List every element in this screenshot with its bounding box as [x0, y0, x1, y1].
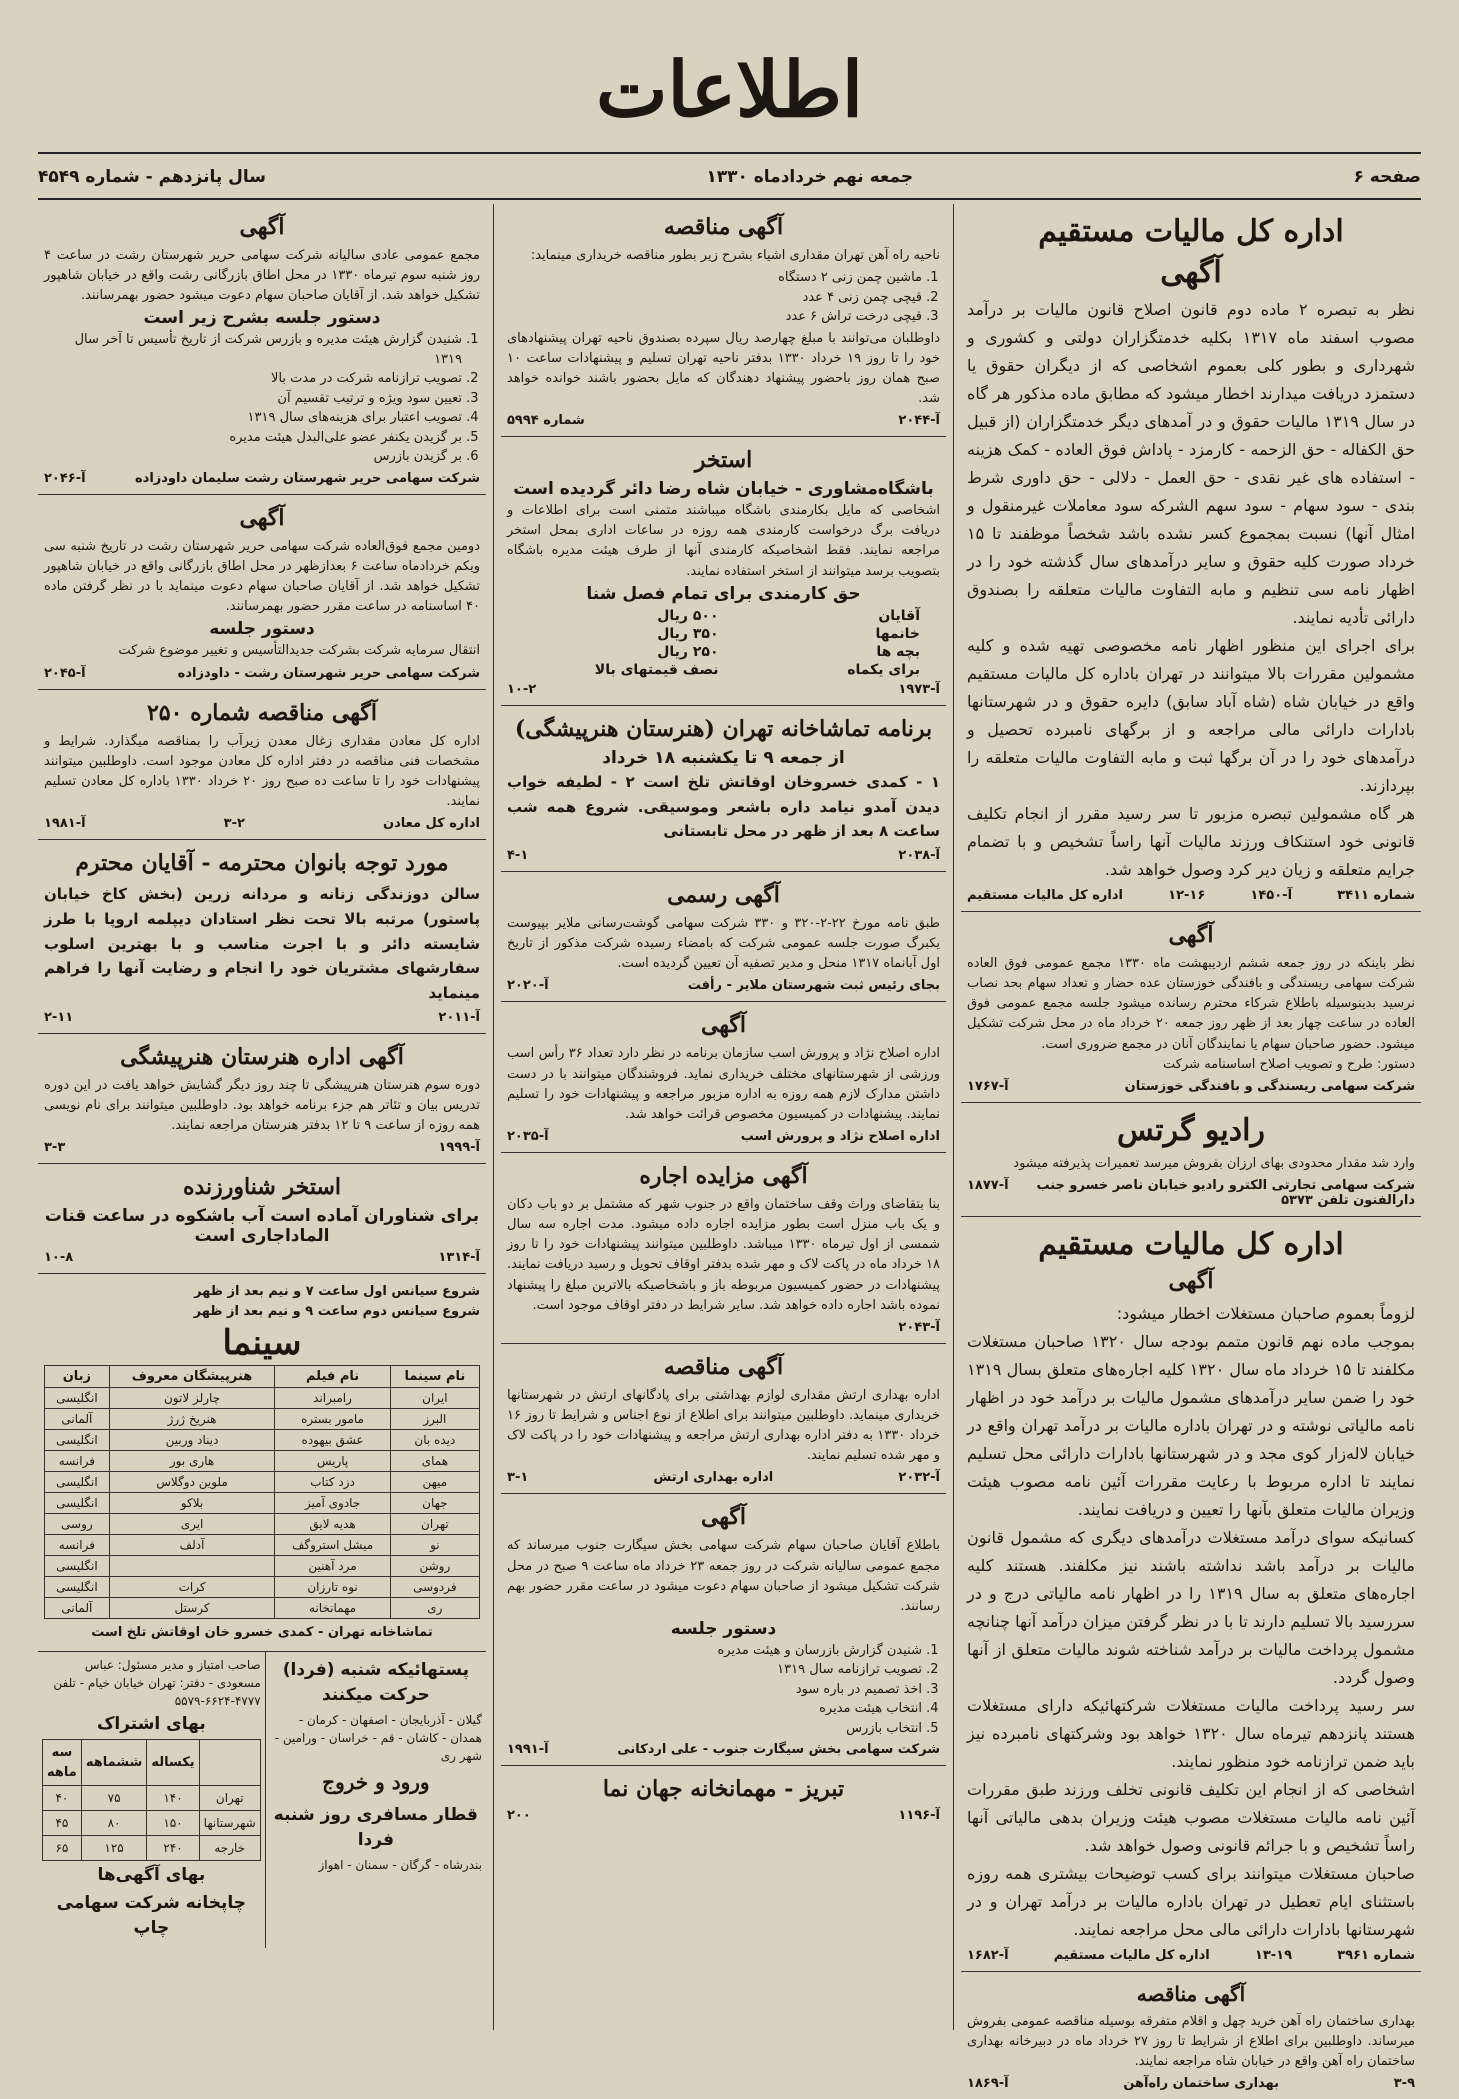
- ad-footer: [507, 413, 940, 428]
- table-row: [45, 1430, 480, 1451]
- list-item: 5. انتخاب بازرس: [507, 1719, 922, 1739]
- table-cell: ۱۵۰: [147, 1811, 199, 1836]
- table-cell: انگلیسی: [45, 1388, 110, 1409]
- tailor-ad: [38, 840, 486, 1034]
- table-cell: جادوی آمیز: [275, 1493, 390, 1514]
- list-item: 1. ماشین چمن زنی ۲ دستگاه: [507, 268, 922, 288]
- table-cell: هنریخ ژرژ: [109, 1409, 275, 1430]
- silk-company-notice-2: [38, 495, 486, 690]
- ad-signature: اداره بهداری ارتش: [653, 1470, 774, 1486]
- ad-code: آ-۲۰۴۵: [44, 665, 86, 681]
- ad-body: نظر باینکه در روز جمعه ششم اردیبهشت ماه ۱۳۳۰ مجمع عمومی فوق العاده شرکت سهامی ریسندگی و بافندگی خوزستان عده حضار و تعداد سهام بحد نصاب نرسید بدینوسیله باطلاع شرکاء محترم رسانده میشود جلسه مجمع عمومی فوق العاده در ساعت چهار بعد از ظهر روز جمعه ۲۰ خرداد ماه در محل شرکت تشکیل میشود. حضور صاحبان سهام یا نمایندگان آنان در مجمع ضروری است.: [967, 956, 1415, 1052]
- ads-price-heading: بهای آگهی‌ها: [97, 1865, 206, 1886]
- ad-heading: آگهی مزایده اجاره: [639, 1163, 808, 1189]
- ad-footer: [967, 1079, 1415, 1094]
- table-row: [45, 1451, 480, 1472]
- middle-column: [501, 204, 946, 2030]
- ad-footer: [967, 1948, 1415, 1963]
- ad-code: آ-۱۷۶۷: [967, 1078, 1009, 1094]
- ad-code: آ-۱۹۹۹: [438, 1140, 480, 1156]
- table-cell: ۱۲۵: [81, 1836, 147, 1861]
- ad-body: باطلاع آقایان صاحبان سهام شرکت سهامی بخش سیگارت جنوب میرساند که مجمع عمومی سالیانه شرکت در روز جمعه ۲۳ خرداد ماه ساعت ۹ صبح در محل شرکت تشکیل میشود از صاحبان سهام دعوت میشود در ساعت مقرر حضور بهم رسانند.: [507, 1538, 940, 1614]
- ad-body: برای شناوران آماده است آب باشکوه در ساعت قنات الماداجاری است: [44, 1206, 480, 1247]
- ad-paragraph: لزوماً بعموم صاحبان مستغلات اخطار میشود:: [1116, 1303, 1415, 1323]
- table-header: زبان: [45, 1366, 110, 1388]
- table-row: [45, 1514, 480, 1535]
- ad-footer: [507, 1470, 940, 1485]
- ad-footer: [507, 848, 940, 863]
- ad-paragraph: بموجب ماده نهم قانون متمم بودجه سال ۱۳۲۰ صاحبان مستغلات مکلفند تا ۱۵ خرداد ماه سال ۱۳۲۰ کلیه اجاره‌های متعلق بسال ۱۳۱۹ خود را ضمن سایر درآمدهای مشمول مالیات بر درآمد خود در اظهار نامه مالیاتی نوشته و در تهران باداره مالیات بر درآمد تهران واقع در خیابان لاله‌زار کوی مجد و در شهرستانها بادارات دارائی محل تسلیم نمایند تا اداره مربوط با رعایت مقررات آئین نامه مصوب هیئت وزیران مالیات متعلق بآنها را تعیین و دریافت نمایند.: [967, 1331, 1416, 1519]
- ad-body: دوره سوم هنرستان هنرپیشگی تا چند روز دیگر گشایش خواهد یافت در این دوره تدریس بیان و تئاتر هم جزء برنامه خواهد بود. داوطلبین میتوانند برای نام نویسی همه روزه از ساعت ۹ تا ۱۲ بدفتر هنرستان مراجعه نمایند.: [44, 1077, 480, 1134]
- list-item: 4. تصویب اعتبار برای هزینه‌های سال ۱۳۱۹: [44, 408, 462, 428]
- postal-departures: [266, 1652, 486, 1948]
- table-cell: تهران: [199, 1786, 260, 1811]
- ad-signature: اداره کل مالیات مستقیم: [1053, 1947, 1210, 1963]
- ad-heading: اداره کل مالیات مستقیم: [1038, 214, 1344, 249]
- ad-heading: اداره کل مالیات مستقیم: [1038, 1226, 1344, 1262]
- bottom-info: [38, 1652, 486, 1948]
- table-row: [43, 1786, 261, 1811]
- ad-code: آ-۱۹۸۱: [44, 816, 86, 832]
- table-cell: ایران: [390, 1388, 479, 1409]
- column-divider: [493, 204, 494, 2030]
- ad-footer: [507, 1129, 940, 1144]
- ad-footer: [44, 1250, 480, 1265]
- ad-footer: [507, 978, 940, 993]
- table-cell: جهان: [390, 1493, 479, 1514]
- list-item: 3. اخذ تصمیم در باره سود: [507, 1680, 922, 1700]
- acting-school-ad: [38, 1034, 486, 1164]
- item-list: [507, 268, 922, 327]
- ad-footer: [507, 1742, 940, 1757]
- ad-date: ۲-۱۱: [44, 1009, 74, 1025]
- cinema-table-body: [45, 1388, 480, 1619]
- ad-heading: مورد توجه بانوان محترمه - آقایان محترم: [75, 850, 449, 877]
- table-cell: فرانسه: [45, 1535, 110, 1556]
- table-cell: کرات: [109, 1577, 275, 1598]
- ad-footer: [507, 1320, 940, 1335]
- list-item: 3. تعیین سود ویژه و ترتیب تقسیم آن: [44, 389, 462, 409]
- table-cell: مرد آهنین: [275, 1556, 390, 1577]
- column-divider: [953, 204, 954, 2030]
- ad-signature: شرکت سهامی حریر شهرستان رشت - داودزاده: [177, 665, 480, 681]
- table-cell: ۴۵: [43, 1811, 82, 1836]
- table-cell: مامور بستره: [275, 1409, 390, 1430]
- list-item: 4. انتخاب هیئت مدیره: [507, 1699, 922, 1719]
- ad-signature: شرکت سهامی تجارتی الکترو رادیو خیابان ناصر خسرو جنب دارالفنون تلفن ۵۳۷۳: [1036, 1177, 1415, 1208]
- ad-body: مجمع عمومی عادی سالیانه شرکت سهامی حریر شهرستان رشت در ساعت ۴ روز شنبه سوم تیرماه ۱۳۳۰ در محل اطاق بازرگانی رشت واقع در خیابان شاهپور تشکیل خواهد شد. از آقایان صاحبان سهام دعوت میشود حضور بهمرسانند.: [44, 248, 480, 304]
- cinema-title: سینما: [222, 1323, 302, 1364]
- ad-heading: آگهی: [239, 504, 285, 531]
- ad-heading: آگهی: [700, 1012, 747, 1039]
- table-cell: انگلیسی: [45, 1472, 110, 1493]
- ad-footer: [44, 1140, 480, 1155]
- ad-code: آ-۱۱۹۶: [898, 1808, 940, 1824]
- ad-heading: آگهی مناقصه: [663, 1353, 784, 1380]
- ad-code: آ-۱۳۱۴: [438, 1250, 480, 1266]
- table-cell: آلمانی: [45, 1598, 110, 1619]
- printer-name: چاپخانه شرکت سهامی چاپ: [56, 1892, 247, 1939]
- table-cell: پاریس: [275, 1451, 390, 1472]
- theater-note: تماشاخانه تهران - کمدی خسرو خان اوقاتش تلخ است: [91, 1625, 433, 1641]
- ad-code: آ-۱۴۵۰: [1250, 888, 1293, 903]
- table-row: [45, 1598, 480, 1619]
- ad-code: آ-۱۹۹۱: [507, 1742, 549, 1758]
- cinema-listings: [38, 1274, 486, 1652]
- ad-subheading: باشگاه‌مشاوری - خیابان شاه رضا دائر گردیده است: [513, 479, 934, 500]
- ad-heading: آگهی رسمی: [667, 882, 780, 909]
- table-cell: روشن: [390, 1556, 479, 1577]
- table-cell: تهران: [390, 1514, 479, 1535]
- agenda-text: انتقال سرمایه شرکت بشرکت جدیدالتأسیس و تغییر موضوع شرکت: [118, 643, 480, 659]
- ad-paragraph: هر گاه مشمولین تبصره مزبور تا سر رسید مقرر از انجام تکلیف قانونی خود استنکاف ورزند مالیات آنها راساً تشخیص و با تضمام جرایم متعلقه و زیان دیر کرد وصول خواهد شد.: [967, 804, 1415, 879]
- ad-signature: اداره اصلاح نژاد و پرورش اسب: [740, 1129, 940, 1144]
- ad-paragraph: نظر به تبصره ۲ ماده دوم قانون اصلاح قانون مالیات بر درآمد مصوب اسفند ماه ۱۳۱۷ بکلیه خدمتگزاران دولتی و کشوری و شهرداری و بطور کلی بعموم اشخاصی که از دیگران حقوق یا دستمزد دریافت میدارند اخطار میشود که مطابق ماده مذکور هر گاه در سال ۱۳۱۹ مالیات حقوق و در آمدهای دیگر خدمتگزاران (از قبیل حق الکفاله - حق الزحمه - کارمزد - پاداش فوق العاده - کمک هزینه - استفاده های غیر نقدی - حق العمل - دلالی - حق داوری شرط بندی - سود سهام - سود سهم الشرکه سود معاملات غیرمنقول و امثال آنها) نسبت بمجموع کسر نشده باشد شخصاً موظفند تا ۱۵ خرداد صورت کلیه حقوق و سایر درآمدهای سال گذشته خود را در اظهار نامه سی تنظیم و مابه التفاوت مالیات متعلقه را بصندوق دارائی تأدیه نمایند.: [967, 300, 1416, 627]
- table-cell: مهمانخانه: [275, 1598, 390, 1619]
- fee-title: حق کارمندی برای تمام فصل شنا: [586, 583, 861, 604]
- ad-signature: بجای رئیس ثبت شهرستان ملایر - رأفت: [687, 978, 940, 994]
- table-cell: البرز: [390, 1409, 479, 1430]
- table-cell: ۸۰: [81, 1811, 147, 1836]
- ad-paragraph: برای اجرای این منظور اظهار نامه مخصوصی تهیه شده و کلیه مشمولین مقررات بالا میتوانند در تهران باداره کل مالیات مستقیم واقع در خیابان شاه (شاه آباد سابق) دایره حقوق و در شهرستانها بادارات دارائی مالی مراجعه و از برگهای نامبرده تحصیل و درآمدهای خود را در آن برگها ثبت و مابه التفاوت مالیات متعلقه را بپردازند.: [967, 636, 1415, 795]
- table-cell: همای: [390, 1451, 479, 1472]
- ad-body: اداره اصلاح نژاد و پرورش اسب سازمان برنامه در نظر دارد تعداد ۳۶ رأس اسب ورزشی از شهرستانهای مختلف خریداری نماید. فروشندگان میتوانند با در دست داشتن مدارک لازم همه روزه به اداره مزبور مراجعه و پیشنهادات خود را تسلیم نمایند. پیشنهادات در کمیسیون مخصوص قرائت خواهد شد.: [507, 1046, 940, 1122]
- table-row: [45, 1535, 480, 1556]
- ad-date: ۳-۳: [44, 1140, 66, 1156]
- fee-label: آقایان: [878, 607, 920, 624]
- ad-signature: بهداری ساختمان راه‌آهن: [1123, 2076, 1280, 2092]
- ad-date: ۱۰-۲: [507, 681, 537, 697]
- table-cell: ملوین دوگلاس: [109, 1472, 275, 1493]
- tax-notice-2: [961, 1217, 1421, 1972]
- ad-paragraph: کسانیکه سوای درآمد مستغلات درآمدهای دیگری که مشمول قانون مالیات بر درآمد باشد نداشته باشند نیز مکلفند. هستند کلیه اجاره‌های متعلق به سال ۱۳۱۹ را در اظهار نامه مالیاتی درج و در سررسید بالا تسلیم دارند تا با در نظر گرفتن میزان درآمد آنها چنانچه مشمول پرداخت مالیات بر درآمد شناخته شوند مالیات متعلق از آنها وصول گردد.: [967, 1527, 1415, 1687]
- list-item: 5. بر گزیدن یکنفر عضو علی‌البدل هیئت مدیره: [44, 428, 462, 448]
- ad-body: اشخاصی که مایل بکارمندی باشگاه میباشند متمنی است برای اطلاعات و دریافت برگ درخواست کارمندی همه روزه در ساعات اداری بمحل استخر مراجعه نمایند. فقط اشخاصیکه کارمندی آنها از طرف هیئت مدیره باشگاه بتصویب برسد میتوانند از استخر استفاده نمایند.: [507, 503, 940, 579]
- ad-code: آ-۲۰۳۵: [507, 1129, 549, 1144]
- ad-heading: استخر شناورزنده: [182, 1174, 342, 1201]
- mines-tender: [38, 690, 486, 841]
- table-cell: روسی: [45, 1514, 110, 1535]
- ad-body: داوطلبان می‌توانند با مبلغ چهارصد ریال سپرده بصندوق ناحیه تهران پیشنهادهای خود را تا روز ۱۹ خرداد ۱۳۳۰ بدفتر ناحیه تهران تسلیم و پیشنهادات ساعت ۱۰ صبح همان روز باحضور پیشنهاد دهندگان که مایل بحضور باشند خوانده خواهد شد.: [507, 330, 940, 407]
- table-header-row: [45, 1366, 480, 1388]
- cinema-table: [44, 1365, 480, 1619]
- subscription-body: [43, 1786, 261, 1861]
- table-cell: نو: [390, 1535, 479, 1556]
- ad-body: ۱ - کمدی خسرو‌خان اوقاتش تلخ است ۲ - لطیفه خواب دیدن آمدو نیامد داره باشعر وموسیقی. شروع همه شب ساعت ۸ بعد از ظهر در محل تابستانی: [507, 772, 940, 841]
- table-cell: ۲۴۰: [147, 1836, 199, 1861]
- list-item: 2. تصویب ترازنامه شرکت در مدت بالا: [44, 369, 462, 389]
- table-cell: هاری بور: [109, 1451, 275, 1472]
- fee-value: نصف قیمتهای بالا: [594, 661, 719, 678]
- ad-signature: شرکت سهامی ریسندگی و بافندگی خوزستان: [1124, 1078, 1415, 1094]
- ad-signature: اداره کل معادن: [383, 816, 480, 832]
- ad-code: آ-۱۸۶۹: [967, 2076, 1009, 2092]
- dateline: [38, 160, 1421, 194]
- rail-equipment-tender: [501, 204, 946, 437]
- table-cell: نوه تارزان: [275, 1577, 390, 1598]
- ad-footer: [967, 888, 1415, 903]
- cigarette-company-notice: [501, 1494, 946, 1766]
- ad-heading: ورود و خروج: [322, 1769, 430, 1794]
- table-row: [45, 1409, 480, 1430]
- table-cell: ۴۰: [43, 1786, 82, 1811]
- table-cell: ری: [390, 1598, 479, 1619]
- publisher-info: [38, 1652, 266, 1948]
- ad-date: ۳-۹: [1393, 2076, 1415, 2092]
- table-row: [43, 1836, 261, 1861]
- list-item: 1. شنیدن گزارش هیئت مدیره و بازرس شرکت از تاریخ تأسیس تا آخر سال ۱۳۱۹: [44, 330, 462, 369]
- table-cell: انگلیسی: [45, 1577, 110, 1598]
- ad-body: بهداری ساختمان راه آهن خرید چهل و اقلام متفرقه بوسیله مناقصه عمومی بفروش میرساند. داوطلبین برای اطلاع از شرایط تا روز ۲۷ خرداد ماه در دبیرخانه بهداری ساختمان راه آهن واقع در خیابان شاه مراجعه نمایند.: [967, 2013, 1415, 2070]
- silk-company-notice-1: [38, 204, 486, 495]
- table-row: [43, 1811, 261, 1836]
- table-cell: کرستل: [109, 1598, 275, 1619]
- publisher-body: صاحب امتیاز و مدیر مسئول: عباس مسعودی - دفتر: تهران خیابان خیام - تلفن ۴۷۷۷-۶۶۲۴-۵۵۷۹: [53, 1657, 261, 1708]
- table-cell: ایری: [109, 1514, 275, 1535]
- ad-code: آ-۲۰۳۲: [898, 1470, 940, 1486]
- table-header: ششماهه: [81, 1740, 147, 1786]
- ad-footer: [507, 1808, 940, 1823]
- ad-footer: [44, 471, 480, 486]
- subscription-heading: بهای اشتراک: [96, 1713, 206, 1734]
- ad-subheading: آگهی: [1168, 1267, 1214, 1294]
- tax-notice-1: [961, 204, 1421, 912]
- table-cell: دیده بان: [390, 1430, 479, 1451]
- army-tender: [501, 1344, 946, 1495]
- ad-code: آ-۲۰۴۴: [898, 413, 940, 429]
- table-cell: دزد کتاب: [275, 1472, 390, 1493]
- table-cell: انگلیسی: [45, 1556, 110, 1577]
- list-item: 2. تصویب ترازنامه سال ۱۳۱۹: [507, 1660, 922, 1680]
- agenda-list: [44, 330, 462, 467]
- right-column: [961, 204, 1421, 2092]
- ad-signature: اداره کل مالیات مستقیم: [967, 888, 1123, 903]
- ad-code: آ-۱۹۷۳: [898, 681, 940, 697]
- rail-tender: [961, 1972, 1421, 2099]
- table-cell: چارلز لاتون: [109, 1388, 275, 1409]
- agenda-list: [507, 1641, 922, 1739]
- ad-date: ۳-۲: [223, 816, 245, 832]
- table-header-row: [43, 1740, 261, 1786]
- table-cell: دیناد وربین: [109, 1430, 275, 1451]
- ad-signature: شرکت سهامی بخش سیگارت جنوب - علی اردکانی: [617, 1742, 940, 1758]
- dateline-rule: [38, 198, 1421, 200]
- ad-code: آ-۲۰۱۱: [438, 1009, 480, 1025]
- fee-value: ۵۰۰ ریال: [657, 607, 719, 624]
- issue-number: سال پانزدهم - شماره ۴۵۴۹: [38, 167, 266, 187]
- table-header: یکساله: [147, 1740, 199, 1786]
- ad-paragraph: سر رسید پرداخت مالیات مستغلات شرکتهائیکه دارای مستغلات هستند پانزدهم تیرماه سال ۱۳۲۰ خواهد بود وشرکتهای نامبرده نیز باید ضمن ترازنامه خود منظور نمایند.: [967, 1695, 1415, 1771]
- ad-heading: برنامه تماشاخانه تهران (هنرستان هنرپیشگی): [514, 715, 933, 742]
- fee-label: خانمها: [875, 625, 920, 642]
- table-row: [45, 1556, 480, 1577]
- fee-value: ۲۵۰ ریال: [657, 643, 719, 660]
- ad-date: ۳-۱: [507, 1470, 529, 1486]
- ad-intro: ناحیه راه آهن تهران مقداری اشیاء بشرح زیر بطور مناقصه خریداری مینماید:: [530, 248, 940, 263]
- table-cell: خارجه: [199, 1836, 260, 1861]
- list-item: 1. شنیدن گزارش بازرسان و هیئت مدیره: [507, 1641, 922, 1661]
- cinema-schedule: شروع سیانس دوم ساعت ۹ و نیم بعد از ظهر: [193, 1303, 480, 1319]
- ad-number: شماره ۳۹۶۱: [1337, 1947, 1415, 1963]
- ad-footer: [967, 1178, 1415, 1208]
- table-cell: میشل استروگف: [275, 1535, 390, 1556]
- table-cell: فرانسه: [45, 1451, 110, 1472]
- table-row: [45, 1493, 480, 1514]
- table-cell: بلاکو: [109, 1493, 275, 1514]
- table-cell: رامبراند: [275, 1388, 390, 1409]
- list-item: 3. قیچی درخت تراش ۶ عدد: [507, 307, 922, 327]
- theater-note-title: تماشاخانه تهران: [327, 1625, 433, 1641]
- table-cell: میهن: [390, 1472, 479, 1493]
- table-cell: عشق بیهوده: [275, 1430, 390, 1451]
- agenda-title: دستور جلسه: [209, 619, 315, 640]
- ad-heading: آگهی مناقصه شماره ۲۵۰: [146, 699, 377, 726]
- ad-code: آ-۲۰۳۸: [898, 848, 940, 864]
- ad-code: آ-۲۰۴۶: [44, 470, 86, 486]
- ad-subheading: قطار مسافری روز شنبه فردا: [273, 1804, 478, 1851]
- table-cell: شهرستانها: [199, 1811, 260, 1836]
- ad-date: ۴-۱: [507, 848, 529, 864]
- ad-body: گیلان - آذربایجان - اصفهان - کرمان - همدان - کاشان - قم - خراسان - ورامین - شهر ری: [274, 1712, 482, 1763]
- ad-code: آ-۲۰۲۰: [507, 978, 549, 994]
- page-number: صفحه ۶: [1353, 167, 1421, 187]
- ad-number: شماره ۵۹۹۴: [507, 413, 585, 429]
- list-item: 2. قیچی چمن زنی ۴ عدد: [507, 288, 922, 308]
- ad-footer: [44, 666, 480, 681]
- table-header: نام فیلم: [275, 1366, 390, 1388]
- horse-breeding-notice: [501, 1002, 946, 1153]
- table-cell: آلمانی: [45, 1409, 110, 1430]
- ad-heading: آگهی مناقصه: [1136, 1981, 1246, 2006]
- ad-body: سالن دوزندگی زنانه و مردانه زرین (بخش کاخ خیابان پاستور) مرتبه بالا تحت نظر استادان دیپلمه اروپا با طرز شایسته دائر و با اجرت مناسب و با بهترین اسلوب سفارشهای مشتریان خود را انجام و رضایت آنها را فراهم مینماید: [44, 885, 480, 1003]
- agenda-title: دستور جلسه: [670, 1618, 777, 1639]
- ad-footer: [507, 682, 940, 697]
- table-cell: ۶۵: [43, 1836, 82, 1861]
- ad-code: آ-۱۸۷۷: [967, 1177, 1009, 1193]
- ad-code: آ-۲۰۴۳: [898, 1319, 940, 1335]
- ad-body: اداره بهداری ارتش مقداری لوازم بهداشتی برای پادگانهای ارتش در شهرستانها خریداری مینماید. داوطلبین میتوانند برای اطلاع از نوع اجناس و شرایط تا روز ۱۶ خرداد ۱۳۳۰ به دفتر اداره بهداری ارتش مراجعه و پیشنهادات خود را در پاکت لاک و مهر شده تسلیم نمایند.: [507, 1387, 940, 1464]
- ad-heading: آگهی: [700, 1504, 747, 1531]
- ad-heading: تبریز - مهمانخانه جهان نما: [602, 1776, 845, 1803]
- official-notice: [501, 872, 946, 1002]
- table-cell: آدلف: [109, 1535, 275, 1556]
- table-header: [199, 1740, 260, 1786]
- ad-code: آ-۱۶۸۲: [967, 1947, 1009, 1963]
- table-row: [45, 1577, 480, 1598]
- masthead-title: اطلاعات: [595, 45, 863, 134]
- ad-body: طبق نامه مورخ ۲۲-۲-۳۲۰ و ۳۳۰ شرکت سهامی گوشت‌رسانی ملایر بپیوست یکبرگ صورت جلسه عمومی شرکت که بامضاء رسیده شرکت مذکور از تاریخ اول آبانماه ۱۳۱۷ منحل و مدیر تصفیه آن تعیین گردیده است.: [507, 916, 940, 972]
- ad-footer: [967, 2076, 1415, 2091]
- ad-agenda: دستور: طرح و تصویب اصلاح اساسنامه شرکت: [1163, 1056, 1415, 1072]
- ad-heading: استخر: [694, 447, 753, 474]
- list-item: 6. بر گزیدن بازرس: [44, 447, 462, 467]
- top-rule: [38, 152, 1421, 154]
- table-cell: هدیه لایق: [275, 1514, 390, 1535]
- ad-footer: [44, 816, 480, 831]
- table-cell: انگلیسی: [45, 1493, 110, 1514]
- ad-heading: آگهی: [239, 214, 285, 240]
- fee-grid: [527, 608, 920, 678]
- fee-label: برای یکماه: [847, 661, 920, 678]
- ad-body: دومین مجمع فوق‌العاده شرکت سهامی حریر شهرستان رشت در تاریخ شنبه سی ویکم خردادماه ساعت ۶ بعدازظهر در محل اطاق بازرگانی واقع در خیابان شاهپور تشکیل خواهد شد. از آقایان صاحبان سهام دعوت مینماید با در نظر گرفتن ماده ۴۰ اساسنامه در ساعت مقرر حضور بهمرسانند.: [44, 538, 481, 615]
- issue-date: جمعه نهم خردادماه ۱۳۳۰: [706, 167, 914, 187]
- table-cell: ۷۵: [81, 1786, 147, 1811]
- table-cell: فردوسی: [390, 1577, 479, 1598]
- ad-date: ۱۰-۸: [44, 1250, 74, 1266]
- table-header: هنرپیشگان معروف: [109, 1366, 275, 1388]
- ad-body: بنا بتقاضای وراث وقف ساختمان واقع در جنوب شهر که مشتمل بر دو باب دکان و یک باب منزل است بطور مزایده اجاره داده میشود. مدت اجاره سه سال شمسی از اول تیرماه ۱۳۳۰ میباشد. داوطلبین میتوانند پیشنهادات خود را تا روز ۱۸ خرداد ماه در پاکت لاک و مهر شده بدفتر اوقاف تحویل و رسید دریافت نمایند. پیشنهادات در حضور کمیسیون مربوطه باز و باشخاصیکه بالاترین مبلغ را پیشنهاد نموده باشد اجاره داده خواهد شد. سایر شرایط در دفتر اوقاف موجود است.: [507, 1197, 940, 1313]
- ad-subheading: آگهی: [1160, 255, 1222, 290]
- theater-program: [501, 706, 946, 872]
- ad-date: ۱۲-۱۶: [1168, 888, 1206, 903]
- ad-date: ۱۳-۱۹: [1254, 1947, 1293, 1963]
- fee-value: ۳۵۰ ریال: [657, 625, 719, 642]
- fee-label: بچه ها: [876, 643, 920, 660]
- table-cell: انگلیسی: [45, 1430, 110, 1451]
- ad-paragraph: صاحبان مستغلات میتوانند برای کسب توضیحات بیشتری همه روزه باستثنای ایام تعطیل در تهران باداره مالیات بر درآمد تهران و در شهرستانها بادارات دارائی مالی محل مراجعه نمایند.: [967, 1863, 1415, 1939]
- ad-price: ۲۰۰: [507, 1808, 531, 1824]
- ad-paragraph: اشخاصی که از انجام این تکلیف قانونی تخلف ورزند طبق مقررات آئین نامه مالیات مستغلات مصوب هیئت وزیران بدهی مالیاتی آنها راساً تشخیص و با جرائم قانونی وصول خواهد شد.: [967, 1779, 1415, 1855]
- ad-body: وارد شد مقدار محدودی بهای ارزان بفروش میرسد تعمیرات پذیرفته میشود: [1013, 1155, 1415, 1171]
- lease-auction: [501, 1153, 946, 1344]
- radio-ad: [961, 1103, 1421, 1217]
- table-row: [45, 1472, 480, 1493]
- ad-body: بندرشاه - گرگان - سمنان - اهواز: [318, 1857, 482, 1872]
- ad-heading: آگهی اداره هنرستان هنرپیشگی: [120, 1043, 404, 1070]
- agenda-title: دستور جلسه بشرح زیر است: [143, 308, 381, 329]
- table-header: سه ماهه: [43, 1740, 82, 1786]
- ad-number: شماره ۳۴۱۱: [1337, 888, 1415, 903]
- ad-heading: آگهی: [1168, 922, 1214, 948]
- left-column: [38, 204, 486, 2030]
- cinema-schedule: شروع سیانس اول ساعت ۷ و نیم بعد از ظهر: [194, 1284, 480, 1300]
- swimming-pool-ad: [38, 1164, 486, 1274]
- ad-heading: پستهائیکه شنبه (فردا) حرکت میکنند: [282, 1659, 470, 1706]
- table-cell: ۱۴۰: [147, 1786, 199, 1811]
- ad-body: اداره کل معادن مقداری زغال معدن زیرآب را بمناقصه میگذارد. شرایط و مشخصات فنی مناقصه در دفتر اداره کل معادن موجود است. داوطلبین میتوانند پیشنهادات خود را تا ساعت ده صبح روز ۲۰ خرداد ۱۳۳۰ باداره کل معادن تسلیم نمایند.: [44, 733, 480, 810]
- hotel-ad: [501, 1766, 946, 1831]
- table-cell: [109, 1556, 275, 1577]
- khuzestan-notice: [961, 912, 1421, 1103]
- table-header: نام سینما: [390, 1366, 479, 1388]
- theater-note-body: کمدی خسرو خان اوقاتش تلخ است: [91, 1625, 314, 1641]
- ad-heading: آگهی مناقصه: [663, 214, 784, 240]
- ad-footer: [44, 1010, 480, 1025]
- pool-ad: [501, 437, 946, 706]
- subscription-table: [42, 1739, 261, 1861]
- ad-signature: شرکت سهامی حریر شهرستان رشت سلیمان داودزاده: [134, 470, 480, 486]
- ad-heading: رادیو گرتس: [1117, 1112, 1265, 1148]
- ad-subheading: از جمعه ۹ تا یکشنبه ۱۸ خرداد: [602, 747, 845, 768]
- table-row: [45, 1388, 480, 1409]
